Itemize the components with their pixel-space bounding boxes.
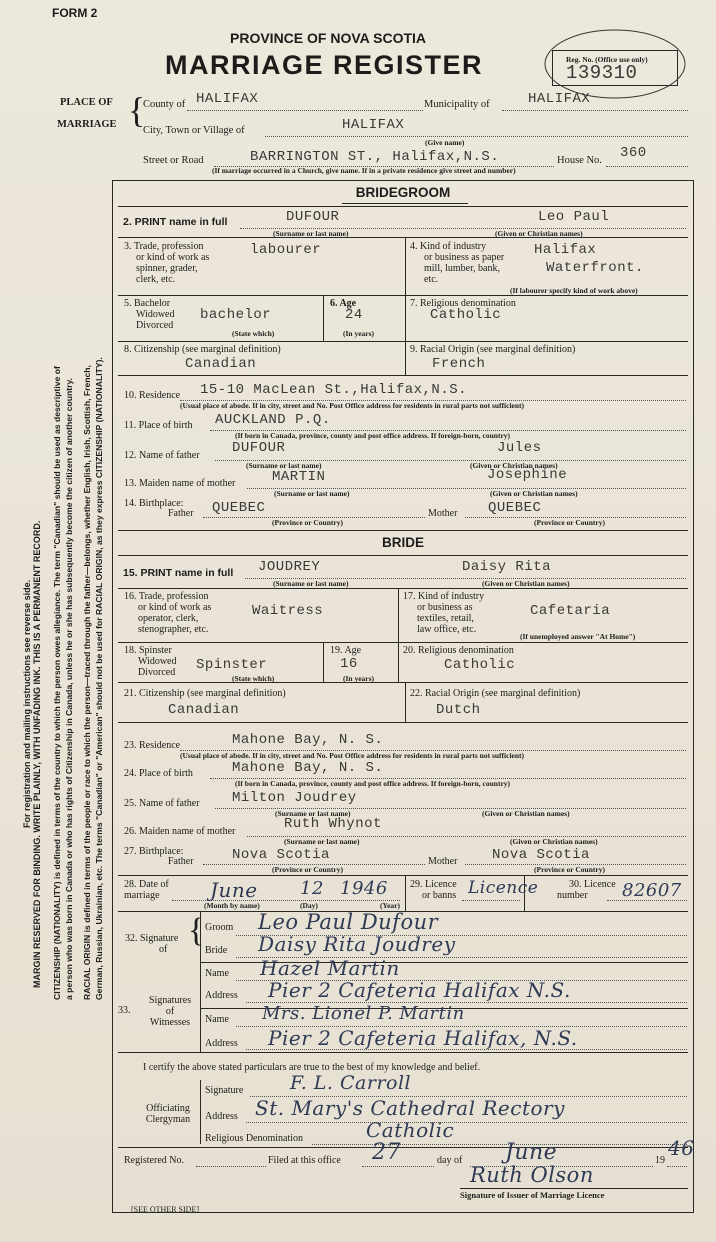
see-other-side: [SEE OTHER SIDE] <box>131 1205 199 1214</box>
witness1-name: Hazel Martin <box>260 956 400 980</box>
mother-province-caption: (Province or Country) <box>534 518 605 527</box>
bride-trade-value: Waitress <box>252 603 324 619</box>
witness2-address: Pier 2 Cafeteria Halifax, N.S. <box>268 1026 578 1050</box>
groom-industry-label-1: 4. Kind of industry <box>410 241 487 252</box>
bride-birthplace-value: Mahone Bay, N. S. <box>232 760 384 776</box>
registered-label: Registered No. <box>124 1155 184 1166</box>
clergy-label-1: Officiating <box>146 1103 190 1114</box>
groom-status-label-3: Divorced <box>136 320 174 331</box>
bride-father-label: 25. Name of father <box>124 798 200 809</box>
witness1-address: Pier 2 Cafeteria Halifax N.S. <box>268 978 571 1002</box>
groom-mother-surname: MARTIN <box>272 469 326 485</box>
street-note: (If marriage occurred in a Church, give name. If in a private residence give street and number) <box>212 166 516 175</box>
bride-status-label-2: Widowed <box>138 656 177 667</box>
street-label: Street or Road <box>143 155 204 166</box>
issuer-signature: Ruth Olson <box>470 1163 594 1187</box>
bride-industry-value: Cafetaria <box>530 603 611 619</box>
year-prefix: 19 <box>655 1155 665 1166</box>
reg-number-value: 139310 <box>566 62 638 84</box>
licence-banns-label-2: or banns <box>422 890 457 901</box>
groom-industry-value-2: Waterfront. <box>546 260 644 276</box>
groom-citizenship-label: 8. Citizenship (see marginal definition) <box>124 344 281 355</box>
groom-industry-label-3: mill, lumber, bank, <box>424 263 500 274</box>
witness2-name-label: Name <box>205 1014 229 1025</box>
marriage-register-document: FORM 2 PROVINCE OF NOVA SCOTIA MARRIAGE REGISTER Reg. No. (Office use only) 139310 PLACE OF MARRIAGE { County of HALIFAX Municipality of HALIFAX City, Town or Village of HALIFAX (Give name) Street or Road BARRINGTON ST., Halifax,N.S. House No. 360 (If marriage occurred in a Church, give name. If in a private residence give street and number) For registration and mailing instructions see reverse side. MARGIN RESERVED FOR BINDING. WRITE PLAINLY, WITH UNFADING INK. THIS IS A PERMANENT RECORD. CITIZENSHIP (NATIONALITY) is defined in terms of the country to which the person owes allegiance. The term "Canadian" should be used as descriptive of a person who was born in Canada or who has rights of Citizenship in Canada, unless he or she has subsequently become the citizen of another country. RACIAL ORIGIN is defined in terms of the people or race to which the person—traced through the father—belongs, whether English, Irish, Scottish, French, German, Russian, Ukrainian, etc. The terms "Canadian" or "American" should not be used for RACIAL ORIGIN, as they express CITIZENSHIP (NATIONALITY). BRIDEGROOM 2. PRINT name in full DUFOUR Leo Paul (Surname or last name) (Given or Christian names) 3. Trade, profession or kind of work as spinner, grader, clerk, etc. labourer 4. Kind of industry or business as paper mill, lumber, bank, etc. Halifax Waterfront. (If labourer specify kind of work above) 5. Bachelor Widowed Divorced bachelor (State which) 6. Age 24 (In years) 7. Religious denomination Catholic 8. Citizenship (see marginal definition) Canadian 9. Racial Origin (see marginal definition) French 10. Residence 15-10 MacLean St.,Halifax,N.S. (Usual place of abode. If in city, street and No. Post Office address for residents in rural parts not sufficient) 11. Place of birth AUCKLAND P.Q. (If born in Canada, province, county and post office address. If foreign-born, country) 12. Name of father DUFOUR Jules (Surname or last name) (Given or Christian names) 13. Maiden name of mother MARTIN Josephine (Surname or last name) (Given or Christian names) 14. Birthplace: Father QUEBEC Mother QUEBEC (Province or Country) (Province or Country) BRIDE 15. PRINT name in full JOUDREY Daisy Rita (Surname or last name) (Given or Christian names) 16. Trade, profession or kind of work as operator, clerk, stenographer, etc. Waitress 17. Kind of industry or business as textiles, retail, law office, etc. Cafetaria (If unemployed answer "At Home") 18. Spinster Widowed Divorced Spinster (State which) 19. Age 16 (In years) 20. Religious denomination Catholic 21. Citizenship (see marginal definition) Canadian 22. Racial Origin (see marginal definition) Dutch 23. Residence Mahone Bay, N. S. (Usual place of abode. If in city, street and No. Post Office address for residents in rural parts not sufficient) 24. Place of birth Mahone Bay, N. S. (If born in Canada, province, county and post office address. If foreign-born, country) 25. Name of father Milton Joudrey (Surname or last name) (Given or Christian names) 26. Maiden name of mother Ruth Whynot (Surname or last name) (Given or Christian names) 27. Birthplace: Father Nova Scotia Mother Nova Scotia (Province or Country) (Province or Country) 28. Date of marriage June 12 1946 (Month by name) (Day) (Year) 29. Licence or banns Licence 30. Licence number 82607 32. Signature of { Groom Leo Paul Dufour Bride Daisy Rita Joudrey 33. Signatures of Witnesses Name Hazel Martin Address Pier 2 Cafeteria Halifax N.S. Name Mrs. Lionel P. Martin Address Pier 2 Cafeteria Halifax, N.S. I certify the above stated particulars are true to the best of my knowledge and belief. Officiating Clergyman Signature F. L. Carroll Address St. Mary's Cathedral Rectory Religious Denomination Catholic Registered No. Filed at this office 27 day of June 19 46 Ruth Olson Signature of Issuer of Marriage Licence [SEE OTHER SIDE] <box>0 0 716 1242</box>
mother-surname-caption: (Surname or last name) <box>274 489 350 498</box>
give-name-caption: (Give name) <box>425 138 465 147</box>
mother-given-caption: (Given or Christian names) <box>490 489 578 498</box>
groom-sig-label: Groom <box>205 922 234 933</box>
groom-mother-label: 13. Maiden name of mother <box>124 478 236 489</box>
groom-parents-birthplace-label: 14. Birthplace: <box>124 498 184 509</box>
circled-stamp-mark <box>540 22 690 102</box>
municipality-value: HALIFAX <box>528 91 591 107</box>
groom-racial-label: 9. Racial Origin (see marginal definition) <box>410 344 576 355</box>
day-caption: (Day) <box>300 901 318 910</box>
groom-status-value: bachelor <box>200 307 272 323</box>
groom-status-label-2: Widowed <box>136 309 175 320</box>
marriage-label: MARRIAGE <box>57 119 117 130</box>
day-of-label: day of <box>437 1155 463 1166</box>
licence-number-value: 82607 <box>622 880 682 901</box>
bride-mother-given-caption: (Given or Christian names) <box>510 837 598 846</box>
clergy-label-2: Clergyman <box>145 1114 191 1125</box>
marriage-month-value: June <box>210 878 258 902</box>
bride-state-which: (State which) <box>232 674 275 683</box>
licence-number-label-2: number <box>557 890 588 901</box>
bride-mother-value: Ruth Whynot <box>284 816 382 832</box>
bride-residence-caption-b: Post Office address for residents in rural parts not sufficient) <box>329 751 525 760</box>
licence-number-label-1: 30. Licence <box>569 879 616 890</box>
bride-mother-label: 26. Maiden name of mother <box>124 826 236 837</box>
bride-status-label-1: 18. Spinster <box>124 645 172 656</box>
filed-label: Filed at this office <box>268 1155 341 1166</box>
place-of-label: PLACE OF <box>60 97 113 108</box>
groom-birthplace-value: AUCKLAND P.Q. <box>215 412 331 428</box>
bride-residence-value: Mahone Bay, N. S. <box>232 732 384 748</box>
denomination-label: Religious Denomination <box>205 1133 304 1144</box>
clergy-signature: F. L. Carroll <box>290 1072 412 1094</box>
groom-signature: Leo Paul Dufour <box>258 910 439 934</box>
groom-residence-value: 15-10 MacLean St.,Halifax,N.S. <box>200 382 468 398</box>
month-caption: (Month by name) <box>204 901 260 910</box>
bride-father-birthplace: Nova Scotia <box>232 847 330 863</box>
surname-caption: (Surname or last name) <box>273 229 349 238</box>
house-label: House No. <box>557 155 602 166</box>
bride-given-caption: (Given or Christian names) <box>482 579 570 588</box>
groom-religion-label: 7. Religious denomination <box>410 298 516 309</box>
bride-father-province-caption: (Province or Country) <box>272 865 343 874</box>
municipality-label: Municipality of <box>424 99 490 110</box>
groom-mother-bp-label: Mother <box>428 508 458 519</box>
bride-trade-label-2: or kind of work as <box>138 602 212 613</box>
witness-label-3: Witnesses <box>149 1017 191 1028</box>
bride-surname-caption: (Surname or last name) <box>273 579 349 588</box>
groom-status-label-1: 5. Bachelor <box>124 298 171 309</box>
groom-given: Leo Paul <box>538 209 610 225</box>
filed-day-value: 27 <box>372 1140 401 1165</box>
witness1-name-label: Name <box>205 968 229 979</box>
bridegroom-name-label: 2. PRINT name in full <box>123 216 228 228</box>
clergy-address: St. Mary's Cathedral Rectory <box>255 1096 565 1120</box>
groom-industry-label-2: or business as paper <box>424 252 505 263</box>
groom-birthplace-label: 11. Place of birth <box>124 420 193 431</box>
reg-number-label: Reg. No. (Office use only) <box>566 55 648 64</box>
groom-father-birthplace: QUEBEC <box>212 500 266 516</box>
groom-surname: DUFOUR <box>286 209 340 225</box>
marriage-year-value: 1946 <box>340 878 388 899</box>
bride-residence-label: 23. Residence <box>124 740 181 751</box>
groom-mother-given: Josephine <box>487 467 568 483</box>
witness1-address-label: Address <box>205 990 238 1001</box>
bride-status-value: Spinster <box>196 657 268 673</box>
groom-citizenship-value: Canadian <box>185 356 257 372</box>
groom-father-label: 12. Name of father <box>124 450 200 461</box>
witness2-address-label: Address <box>205 1038 238 1049</box>
house-number-value: 360 <box>620 145 647 161</box>
groom-years-caption: (In years) <box>343 329 375 338</box>
bride-birthplace-label: 24. Place of birth <box>124 768 193 779</box>
page-title: MARRIAGE REGISTER <box>165 50 484 80</box>
groom-industry-label-4: etc. <box>424 274 439 285</box>
groom-religion-value: Catholic <box>430 307 502 323</box>
witness-label-2: of <box>165 1006 175 1017</box>
bride-residence-caption-a: (Usual place of abode. If in city, street and No. <box>180 751 328 760</box>
certify-statement: I certify the above stated particulars are true to the best of my knowledge and belief. <box>143 1062 481 1073</box>
sidebar-racial-2: German, Russian, Ukrainian, etc. The terms "Canadian" or "American" should not be used for RACIAL ORIGIN, as they express CITIZENSHIP (NATIONALITY). <box>94 357 104 1000</box>
bride-mother-province-caption: (Province or Country) <box>534 865 605 874</box>
bride-sig-label: Bride <box>205 945 228 956</box>
bride-citizenship-value: Canadian <box>168 702 240 718</box>
year-caption: (Year) <box>380 901 400 910</box>
licence-banns-value: Licence <box>468 878 539 898</box>
bride-father-given-caption: (Given or Christian names) <box>482 809 570 818</box>
bride-parents-birthplace-label: 27. Birthplace: <box>124 846 184 857</box>
bride-father-surname-caption: (Surname or last name) <box>275 809 351 818</box>
groom-trade-label-4: clerk, etc. <box>136 274 176 285</box>
groom-mother-birthplace: QUEBEC <box>488 500 542 516</box>
groom-industry-value-1: Halifax <box>534 242 597 258</box>
groom-trade-label-2: or kind of work as <box>136 252 210 263</box>
city-value: HALIFAX <box>342 117 405 133</box>
signature-label-2: of <box>159 944 168 955</box>
sidebar-citizenship-2: a person who was born in Canada or who has rights of Citizenship in Canada, unless he or she has subsequently become the citizen of another country. <box>64 377 74 1000</box>
place-brace: { <box>128 90 146 130</box>
province-heading: PROVINCE OF NOVA SCOTIA <box>230 30 427 46</box>
bride-surname: JOUDREY <box>258 559 321 575</box>
father-given-caption: (Given or Christian names) <box>470 461 558 470</box>
marriage-day-value: 12 <box>300 878 324 899</box>
sidebar-margin-reserved: MARGIN RESERVED FOR BINDING. WRITE PLAINLY, WITH UNFADING INK. THIS IS A PERMANENT RECORD. <box>32 520 42 988</box>
residence-caption-b: Post Office address for residents in rural parts not sufficient) <box>329 401 525 410</box>
groom-age-label: 6. Age <box>330 298 357 309</box>
witness-label-1: Signatures <box>148 995 192 1006</box>
signature-label-1: 32. Signature <box>125 933 179 944</box>
bride-industry-label-1: 17. Kind of industry <box>403 591 485 602</box>
bride-years-caption: (In years) <box>343 674 375 683</box>
street-value: BARRINGTON ST., Halifax,N.S. <box>250 149 500 165</box>
groom-residence-label: 10. Residence <box>124 390 181 401</box>
given-caption: (Given or Christian names) <box>495 229 583 238</box>
form-number: FORM 2 <box>52 6 98 20</box>
groom-state-which: (State which) <box>232 329 275 338</box>
bride-mother-bp-label: Mother <box>428 856 458 867</box>
county-label: County of <box>143 99 186 110</box>
sidebar-racial-1: RACIAL ORIGIN is defined in terms of the people or race to which the person—traced through the father—belongs, whether English, Irish, Scottish, French, <box>82 365 92 1000</box>
city-label: City, Town or Village of <box>143 125 245 136</box>
bride-father-value: Milton Joudrey <box>232 790 357 806</box>
sidebar-citizenship-1: CITIZENSHIP (NATIONALITY) is defined in terms of the country to which the person owes allegiance. The term "Canadian" should be used as descriptive of <box>52 366 62 1000</box>
filed-month-value: June <box>505 1140 558 1165</box>
bride-status-label-3: Divorced <box>138 667 176 678</box>
bride-trade-label-3: operator, clerk, <box>138 613 199 624</box>
bride-mother-surname-caption: (Surname or last name) <box>284 837 360 846</box>
bride-citizenship-label: 21. Citizenship (see marginal definition) <box>124 688 286 699</box>
witness2-name: Mrs. Lionel P. Martin <box>262 1003 465 1024</box>
year-suffix-value: 46 <box>668 1136 695 1160</box>
bride-age-label: 19. Age <box>330 645 362 656</box>
groom-trade-value: labourer <box>250 242 322 258</box>
bride-religion-value: Catholic <box>444 657 516 673</box>
birthplace-caption: (If born in Canada, province, county and post office address. If foreign-born, country) <box>235 431 511 440</box>
bride-age-value: 16 <box>340 656 358 672</box>
bride-racial-value: Dutch <box>436 702 481 718</box>
bride-industry-label-2: or business as <box>417 602 473 613</box>
groom-father-bp-label: Father <box>168 508 194 519</box>
bride-religion-label: 20. Religious denomination <box>403 645 514 656</box>
bridegroom-section-title: BRIDEGROOM <box>355 185 451 200</box>
county-value: HALIFAX <box>196 91 259 107</box>
licence-banns-label-1: 29. Licence <box>410 879 457 890</box>
bride-given: Daisy Rita <box>462 559 552 575</box>
bride-birthplace-caption: (If born in Canada, province, county and post office address. If foreign-born, country) <box>235 779 511 788</box>
residence-caption-a: (Usual place of abode. If in city, street and No. <box>180 401 328 410</box>
groom-racial-value: French <box>432 356 486 372</box>
groom-trade-label-3: spinner, grader, <box>136 263 198 274</box>
groom-trade-label-1: 3. Trade, profession <box>124 241 204 252</box>
father-surname-caption: (Surname or last name) <box>246 461 322 470</box>
bride-racial-label: 22. Racial Origin (see marginal definition) <box>410 688 581 699</box>
issuer-caption: Signature of Issuer of Marriage Licence <box>460 1190 605 1200</box>
father-province-caption: (Province or Country) <box>272 518 343 527</box>
sidebar-registration-note: For registration and mailing instructions see reverse side. <box>22 579 32 828</box>
bride-industry-label-4: law office, etc. <box>417 624 477 635</box>
bride-trade-label-4: stenographer, etc. <box>138 624 209 635</box>
bride-signature: Daisy Rita Joudrey <box>258 932 456 956</box>
bride-home-note: (If unemployed answer "At Home") <box>520 632 636 641</box>
denomination-value: Catholic <box>366 1118 455 1142</box>
groom-age-value: 24 <box>345 307 363 323</box>
bride-name-label: 15. PRINT name in full <box>123 567 234 579</box>
bride-mother-birthplace: Nova Scotia <box>492 847 590 863</box>
groom-labourer-note: (If labourer specify kind of work above) <box>510 286 638 295</box>
bride-section-title: BRIDE <box>381 535 424 550</box>
marriage-date-label-1: 28. Date of <box>124 879 169 890</box>
clergy-address-label: Address <box>205 1111 238 1122</box>
bride-trade-label-1: 16. Trade, profession <box>124 591 209 602</box>
bride-industry-label-3: textiles, retail, <box>417 613 474 624</box>
groom-father-surname: DUFOUR <box>232 440 286 456</box>
bride-father-bp-label: Father <box>168 856 194 867</box>
clergy-signature-label: Signature <box>205 1085 244 1096</box>
marriage-date-label-2: marriage <box>124 890 160 901</box>
groom-father-given: Jules <box>497 440 542 456</box>
witness-num-label: 33. <box>118 1005 131 1016</box>
